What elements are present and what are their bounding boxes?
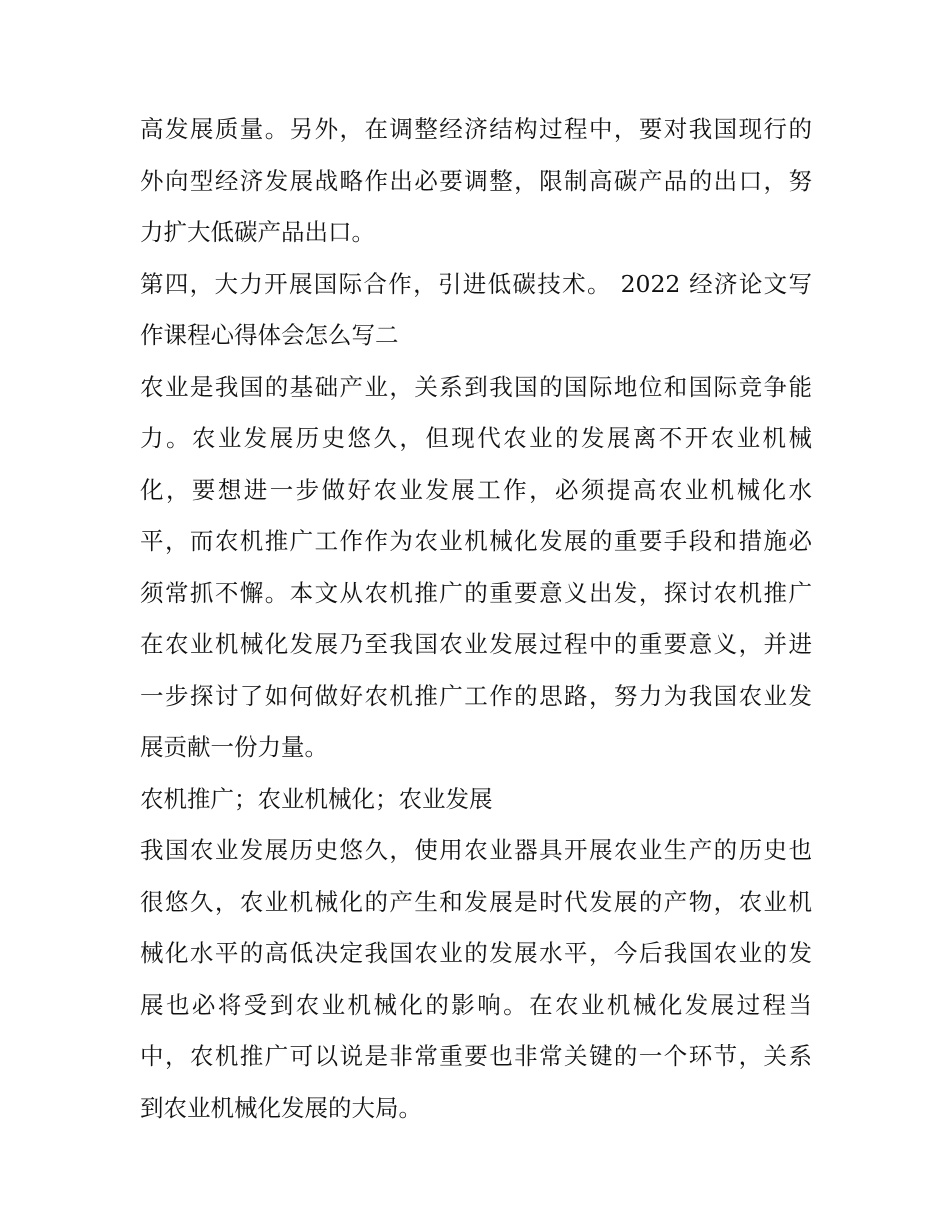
text-line: 很悠久，农业机械化的产生和发展是时代发展的产物，农业机	[140, 887, 812, 916]
text-line: 在农业机械化发展乃至我国农业发展过程中的重要意义，并进	[140, 630, 812, 658]
text-line: 展贡献一份力量。	[140, 733, 328, 761]
text-line: 展也必将受到农业机械化的影响。在农业机械化发展过程当	[140, 990, 812, 1019]
text-line: 中，农机推广可以说是非常重要也非常关键的一个环节，关系	[140, 1042, 812, 1070]
text-line: 化，要想进一步做好农业发展工作，必须提高农业机械化水	[140, 475, 812, 504]
text-line: 作课程心得体会怎么写二	[140, 321, 399, 349]
text-line: 外向型经济发展战略作出必要调整，限制高碳产品的出口，努	[140, 166, 812, 195]
text-line: 平，而农机推广工作作为农业机械化发展的重要手段和措施必	[140, 527, 812, 555]
text-line: 力扩大低碳产品出口。	[140, 218, 375, 246]
text-line: 我国农业发展历史悠久，使用农业器具开展农业生产的历史也	[140, 836, 812, 864]
text-line: 到农业机械化发展的大局。	[140, 1093, 422, 1122]
text-line: 械化水平的高低决定我国农业的发展水平，今后我国农业的发	[140, 939, 812, 967]
text-line: 高发展质量。另外，在调整经济结构过程中，要对我国现行的	[140, 115, 812, 143]
text-line: 一步探讨了如何做好农机推广工作的思路，努力为我国农业发	[140, 681, 812, 710]
text-line: 须常抓不懈。本文从农机推广的重要意义出发，探讨农机推广	[140, 578, 812, 607]
text-line: 第四，大力开展国际合作，引进低碳技术。 2022 经济论文写	[140, 269, 812, 298]
text-line: 力。农业发展历史悠久，但现代农业的发展离不开农业机械	[140, 424, 812, 452]
keywords-line: 农机推广；农业机械化；农业发展	[140, 784, 493, 813]
document-page	[140, 104, 812, 1134]
text-line: 农业是我国的基础产业，关系到我国的国际地位和国际竞争能	[140, 372, 812, 401]
